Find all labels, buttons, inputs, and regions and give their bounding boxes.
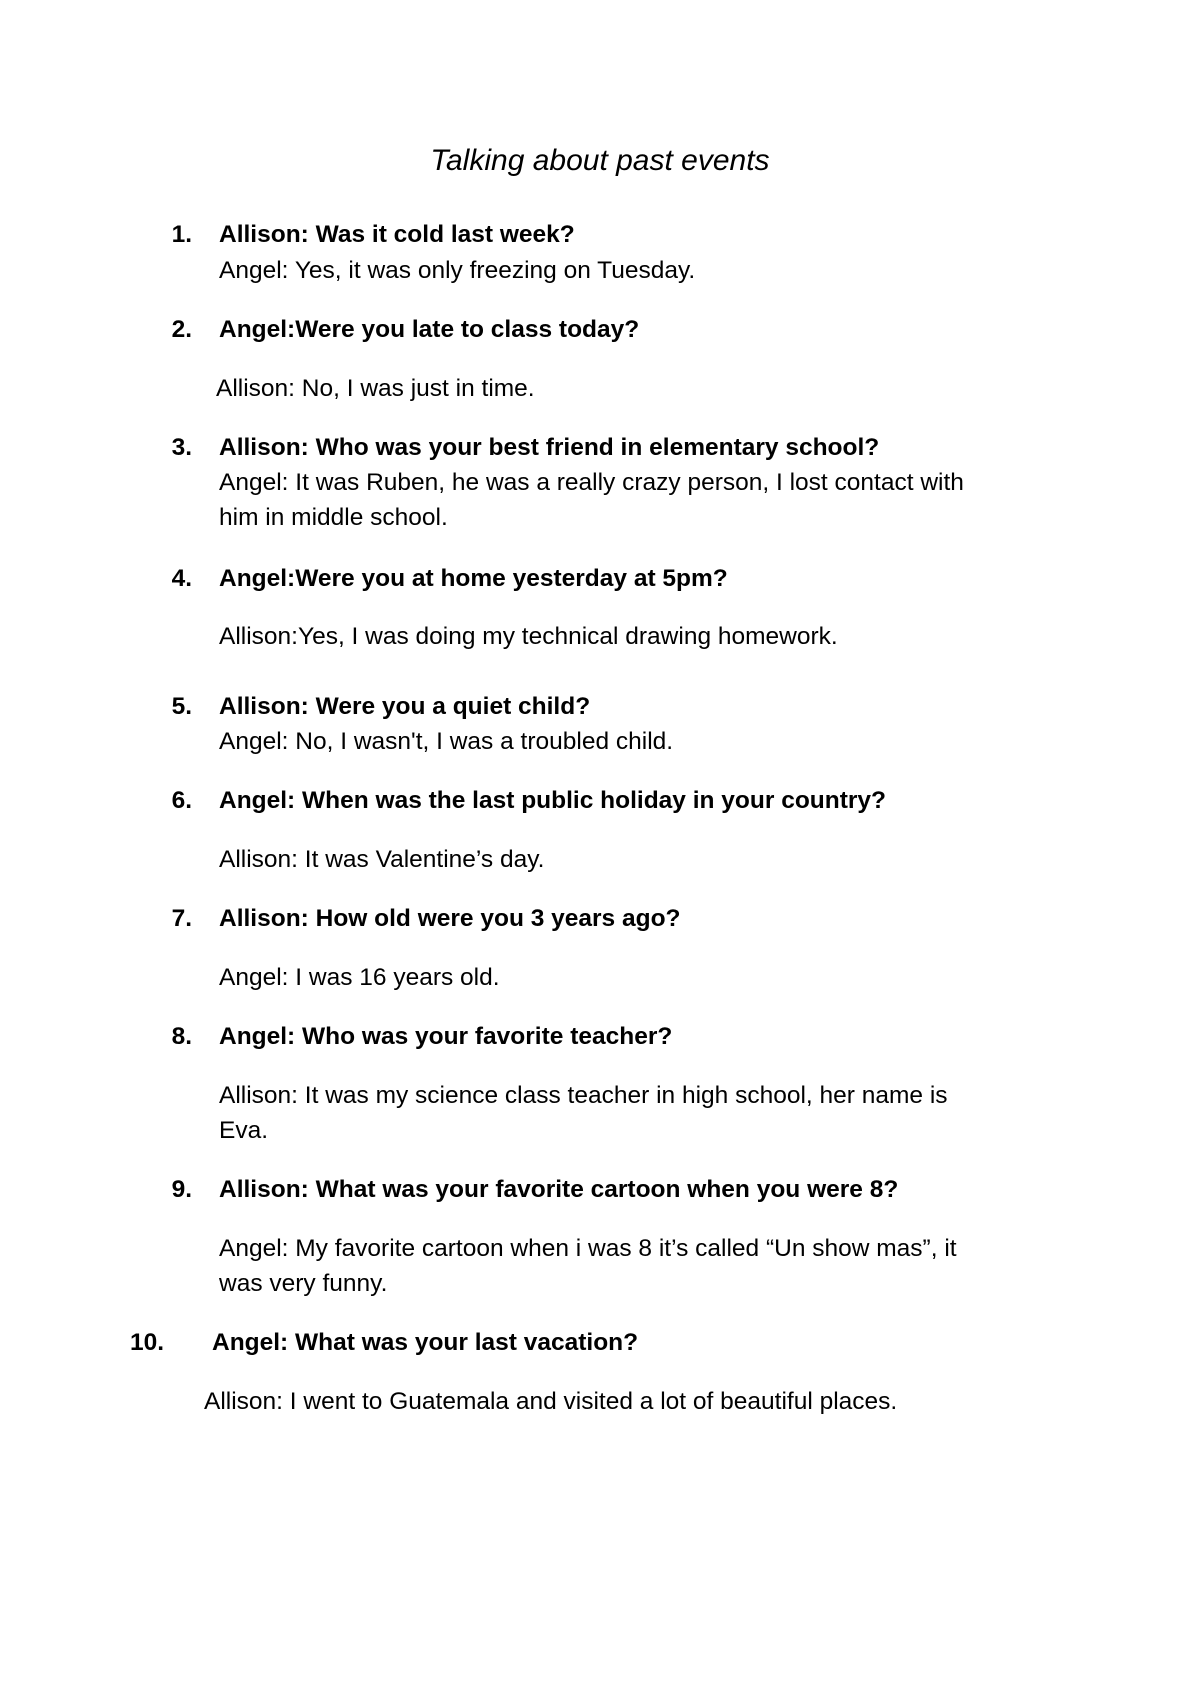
answer-text: Allison: It was my science class teacher in high school, her name is [219, 1082, 948, 1109]
item-number: 9. [171, 1176, 192, 1203]
question-text: Allison: What was your favorite cartoon when you were 8? [219, 1176, 899, 1203]
question-text: Angel: Who was your favorite teacher? [219, 1023, 673, 1050]
answer-text: Allison:Yes, I was doing my technical drawing homework. [219, 623, 838, 650]
item-number: 1. [171, 221, 192, 248]
answer-text: Angel: My favorite cartoon when i was 8 it’s called “Un show mas”, it [219, 1235, 957, 1262]
item-number: 8. [171, 1023, 192, 1050]
question-text: Allison: Who was your best friend in elementary school? [219, 434, 880, 461]
item-number: 6. [171, 787, 192, 814]
document-title: Talking about past events [430, 144, 770, 177]
answer-text: Allison: It was Valentine’s day. [219, 846, 545, 873]
answer-text: Angel: No, I wasn't, I was a troubled child. [219, 728, 674, 755]
answer-text: Angel: I was 16 years old. [219, 964, 500, 991]
item-number: 7. [171, 905, 192, 932]
answer-text: Allison: No, I was just in time. [216, 375, 535, 402]
answer-text: Angel: Yes, it was only freezing on Tuesday. [219, 257, 696, 284]
question-text: Angel: What was your last vacation? [212, 1329, 639, 1356]
answer-text: Allison: I went to Guatemala and visited a lot of beautiful places. [204, 1388, 898, 1415]
question-text: Angel: When was the last public holiday in your country? [219, 787, 887, 814]
question-text: Allison: Was it cold last week? [219, 221, 575, 248]
item-number: 2. [171, 316, 192, 343]
question-text: Angel:Were you at home yesterday at 5pm? [219, 565, 728, 592]
question-text: Angel:Were you late to class today? [219, 316, 640, 343]
item-number: 4. [171, 565, 192, 592]
item-number: 5. [171, 693, 192, 720]
item-number: 3. [171, 434, 192, 461]
question-text: Allison: Were you a quiet child? [219, 693, 591, 720]
item-number: 10. [130, 1329, 165, 1356]
answer-text: was very funny. [219, 1270, 388, 1297]
answer-text: Eva. [219, 1117, 269, 1144]
question-text: Allison: How old were you 3 years ago? [219, 905, 681, 932]
answer-text: Angel: It was Ruben, he was a really crazy person, I lost contact with [219, 469, 964, 496]
answer-text: him in middle school. [219, 504, 448, 531]
